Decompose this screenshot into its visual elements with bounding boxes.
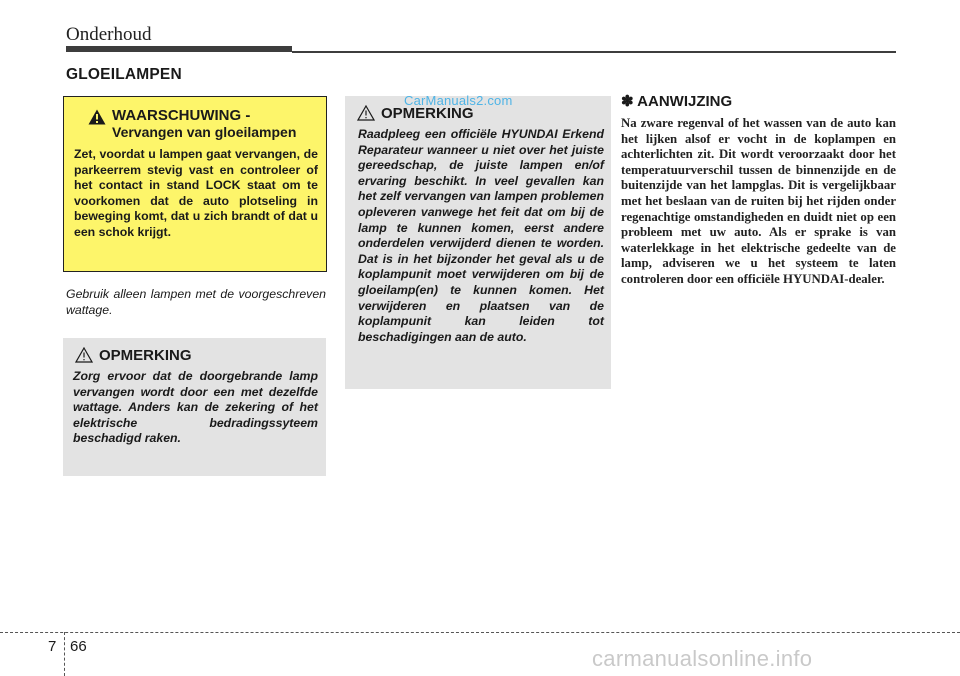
watermark-bottom: carmanualsonline.info [592,646,813,671]
note-text: Zorg ervoor dat de doorgebrande lamp vervangen wordt door een met dezelfde wattage. Anders kan de zekering of het elektrische bedradingssyteem beschadigd raken. [73,369,318,446]
chapter-number: 7 [48,638,57,655]
page-title: GLOEILAMPEN [66,66,182,83]
note-text: Raadpleeg een officiële HYUNDAI Erkend Reparateur wanneer u niet over het juiste gereedschap, de juiste lampen en/of ervaring beschikt. In veel gevallen kan het zelf vervangen van lampen problemen opleveren vanwege het feit dat om bij de lamp te kunnen komen, eerst andere onderdelen verwijderd dienen te worden. Dat is in het bijzonder het geval als u de koplampunit moet verwijderen om bij de gloeilamp(en) te kunnen komen. Het verwijderen en plaatsen van de koplampunit kan leiden tot beschadigingen aan de auto. [358,127,604,344]
intro-paragraph: Gebruik alleen lampen met de voorgeschreven wattage. [66,287,326,317]
footer-rule [0,632,960,633]
warning-box [63,96,327,272]
note-box-dealer [345,96,611,389]
tip-text: Na zware regenval of het wassen van de auto kan het lijken alsof er vocht in de koplampen en achterlichten zit. Dit wordt veroorzaakt door het temperatuurverschil tussen de binnenzijde en de buitenzijde van het lampglas. Dit is vergelijkbaar met het beslaan van de ruiten bij het rijden onder regenachtige omstandigheden en duidt niet op een probleem met uw auto. Als er sprake is van waterlekkage in het elektrische gedeelte van de lamp, adviseren we u het systeem te laten controleren door een officiële HYUNDAI-dealer. [621,116,896,286]
header-rule-thick [66,46,292,52]
caution-triangle-outline-icon [357,105,375,121]
header-rule-thin [292,51,896,53]
tip-title: ✽ AANWIJZING [621,93,733,110]
page-number: 66 [70,638,87,655]
section-header: Onderhoud [66,24,152,45]
note-title: OPMERKING [99,347,192,364]
warning-title: WAARSCHUWING - [112,107,251,124]
caution-triangle-outline-icon [75,347,93,363]
warning-heading [74,107,324,141]
note-box-wattage [63,338,326,476]
footer-divider [64,632,65,676]
watermark-top: CarManuals2.com [404,93,513,108]
warning-text: Zet, voordat u lampen gaat vervangen, de parkeerrem stevig vast en controleer of het contact in stand LOCK staat om te voorkomen dat de auto plotseling in beweging komt, dat u zich brandt of dat u een schok krijgt. [74,147,318,239]
warning-subtitle: Vervangen van gloeilampen [112,124,297,140]
note-title: OPMERKING [381,105,474,122]
warning-triangle-filled-icon [88,109,106,125]
